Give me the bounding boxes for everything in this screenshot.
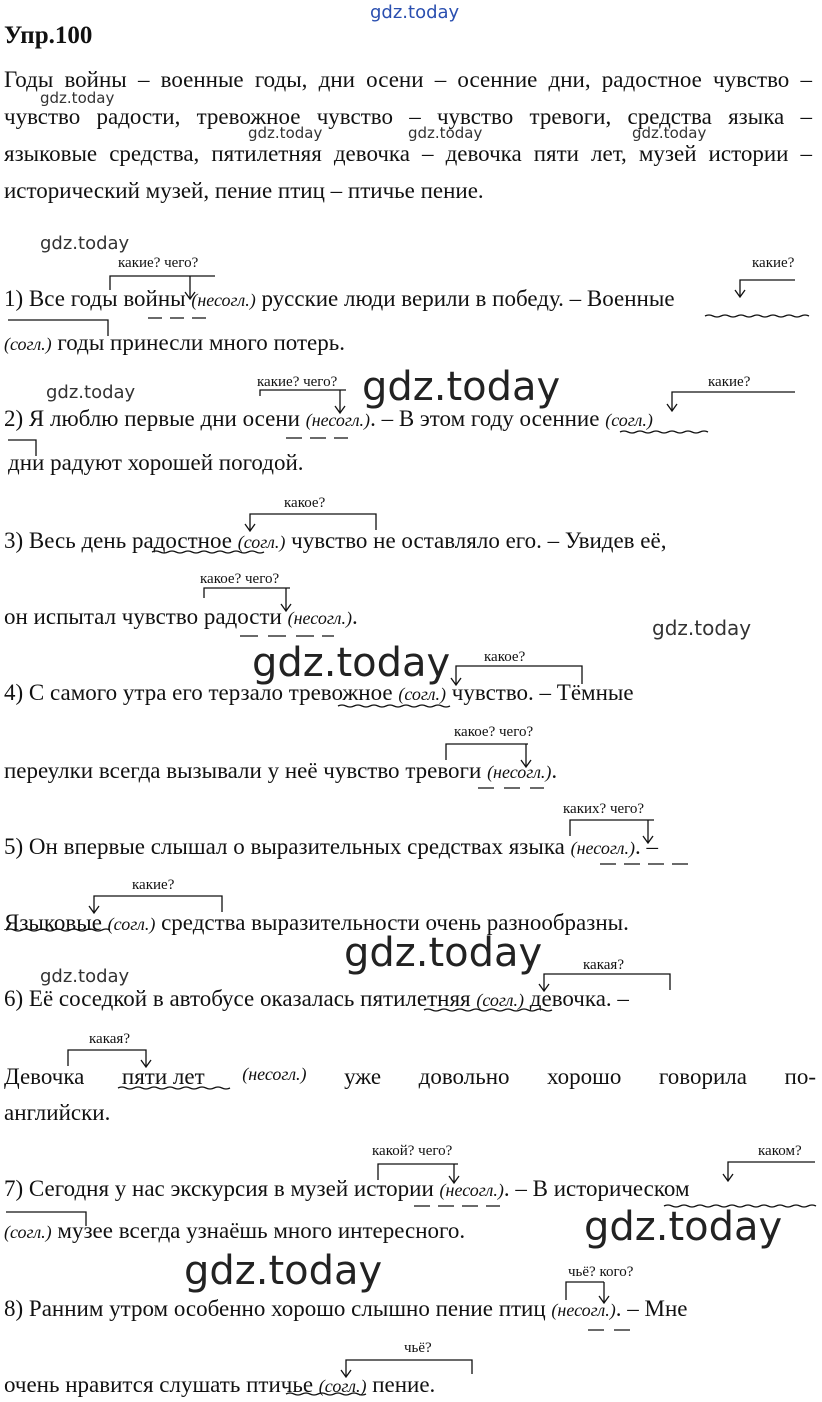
sentence-text: русские люди верили в победу. –	[255, 286, 587, 311]
sentence-5-line-1	[4, 834, 658, 860]
sentence-3-line-2	[4, 604, 358, 630]
question-label: чьё? кого?	[568, 1264, 634, 1280]
watermark: gdz.today	[370, 2, 460, 23]
sentence-text: годы принесли много потерь.	[51, 330, 345, 355]
sentence-text: . – В этом году	[370, 406, 520, 431]
sentence-text: он испытал чувство	[4, 604, 204, 629]
sentence-text: .	[351, 604, 358, 629]
watermark: gdz.today	[248, 124, 323, 142]
keyword: Военные	[586, 286, 675, 311]
sentence-text: 7) Сегодня у нас экскурсия в музей	[4, 1176, 354, 1201]
sentence-text: средства выразительности очень разнообразны.	[155, 910, 629, 935]
question-label: какие?	[708, 374, 751, 390]
watermark: gdz.today	[252, 640, 451, 686]
intro-paragraph: Годы войны – военные годы, дни осени – осенние дни, радостное чувство – чувство радости, тревожное чувство – чувство тревоги, средства языка – языковые средства, пятилетняя девочка – девочка пяти лет, музей истории – исторический музей, пение птиц – птичье пение.	[4, 67, 812, 203]
keyword: осенние	[519, 406, 600, 431]
sentence-8-line-1	[4, 1296, 688, 1322]
sentence-6-line-3	[4, 1100, 110, 1126]
question-label: какой? чего?	[372, 1143, 453, 1159]
keyword: радости	[203, 604, 282, 629]
keyword: пятилетняя	[360, 986, 471, 1011]
sentence-text: 4) С самого утра его терзало	[4, 680, 289, 705]
question-label: какая?	[583, 957, 624, 973]
keyword: истории	[353, 1176, 434, 1201]
question-label: какое? чего?	[454, 724, 534, 740]
sentence-text: . – В	[503, 1176, 554, 1201]
sentence-text: говорила	[658, 1064, 747, 1089]
question-label: какое?	[484, 649, 526, 665]
agreement-label: (несогл.)	[570, 838, 635, 858]
sentence-7-line-2	[4, 1218, 465, 1244]
sentence-text: пение.	[366, 1372, 436, 1397]
keyword: войны	[123, 286, 186, 311]
question-label: какое? чего?	[200, 571, 280, 587]
sentence-text: по-	[784, 1064, 816, 1089]
agreement-label: (несогл.)	[551, 1300, 616, 1320]
watermark: gdz.today	[632, 124, 707, 142]
question-label: каком?	[758, 1143, 802, 1159]
question-label: какие? чего?	[257, 374, 338, 390]
sentence-5-line-2	[4, 910, 629, 936]
sentence-text: 8) Ранним утром особенно хорошо слышно пение	[4, 1296, 499, 1321]
keyword: тревожное	[288, 680, 393, 705]
sentence-text: уже	[344, 1064, 382, 1089]
sentence-8-line-2	[4, 1372, 435, 1398]
sentence-text: 5) Он впервые слышал о выразительных средствах	[4, 834, 509, 859]
sentence-text: переулки всегда вызывали у неё чувство	[4, 758, 406, 783]
sentence-text: девочка. –	[524, 986, 629, 1011]
watermark: gdz.today	[46, 382, 136, 403]
agreement-label: (несогл.)	[191, 290, 256, 310]
sentence-1-line-2	[4, 330, 345, 356]
watermark: gdz.today	[40, 233, 130, 254]
watermark: gdz.today	[344, 930, 543, 976]
question-label: какие? чего?	[118, 255, 199, 271]
question-label: чьё?	[404, 1340, 432, 1356]
watermark: gdz.today	[584, 1204, 783, 1250]
agreement-label: (несогл.)	[487, 762, 552, 782]
sentence-text: очень нравится слушать	[4, 1372, 247, 1397]
sentence-6-line-1	[4, 986, 629, 1012]
question-label: какая?	[89, 1031, 130, 1047]
question-label: какие?	[132, 877, 175, 893]
agreement-label: (согл.)	[4, 1222, 52, 1242]
keyword: Языковые	[4, 910, 102, 935]
sentence-text: музее всегда узнаёшь много интересного.	[51, 1218, 466, 1243]
sentence-2-line-1	[4, 406, 653, 432]
keyword: осени	[242, 406, 300, 431]
sentence-text: . –	[634, 834, 658, 859]
sentence-6-line-2	[4, 1064, 816, 1090]
keyword: историческом	[553, 1176, 690, 1201]
page-title: Упр.100	[4, 22, 93, 49]
agreement-label: (несогл.)	[439, 1180, 504, 1200]
watermark: gdz.today	[408, 124, 483, 142]
sentence-text: дни радуют хорошей погодой.	[8, 450, 304, 475]
keyword: птичье	[246, 1372, 314, 1397]
agreement-label: (несогл.)	[287, 608, 352, 628]
keyword: птиц	[498, 1296, 546, 1321]
sentence-2-line-2	[8, 450, 304, 476]
agreement-label: (согл.)	[318, 1376, 367, 1396]
sentence-7-line-1	[4, 1176, 690, 1202]
watermark: gdz.today	[362, 364, 561, 410]
agreement-label: (согл.)	[476, 990, 525, 1010]
watermark: gdz.today	[652, 616, 752, 640]
sentence-text: 3) Весь день	[4, 528, 132, 553]
question-label: какие?	[752, 255, 795, 271]
sentence-text: 6) Её соседкой в автобусе оказалась	[4, 986, 361, 1011]
sentence-text: 1) Все годы	[4, 286, 124, 311]
sentence-text: чувство не оставляло его. – Увидев её,	[285, 528, 667, 553]
keyword: тревоги	[405, 758, 482, 783]
question-label: каких? чего?	[563, 801, 645, 817]
question-label: какое?	[284, 495, 326, 511]
sentence-text: . – Мне	[615, 1296, 688, 1321]
watermark: gdz.today	[40, 966, 130, 987]
sentence-text: 2) Я люблю первые дни	[4, 406, 243, 431]
keyword: пяти лет	[121, 1064, 205, 1089]
agreement-label: (согл.)	[237, 532, 286, 552]
agreement-label: (согл.)	[107, 914, 156, 934]
sentence-4-line-1	[4, 680, 634, 706]
sentence-4-line-2	[4, 758, 557, 784]
sentence-text: Девочка	[4, 1064, 85, 1089]
sentence-1-line-1	[4, 286, 675, 312]
sentence-text: довольно	[418, 1064, 510, 1089]
watermark: gdz.today	[40, 89, 115, 107]
sentence-text: .	[551, 758, 558, 783]
agreement-label: (согл.)	[398, 684, 447, 704]
keyword: радостное	[131, 528, 232, 553]
agreement-label: (согл.)	[605, 410, 653, 430]
agreement-label: (несогл.)	[305, 410, 371, 430]
watermark: gdz.today	[184, 1248, 383, 1294]
keyword: языка	[508, 834, 565, 859]
sentence-text: чувство. – Тёмные	[446, 680, 634, 705]
sentence-3-line-1	[4, 528, 666, 554]
agreement-label: (согл.)	[4, 334, 52, 354]
agreement-label: (несогл.)	[242, 1064, 307, 1084]
sentence-text: хорошо	[547, 1064, 622, 1089]
sentence-text: английски.	[4, 1100, 111, 1125]
